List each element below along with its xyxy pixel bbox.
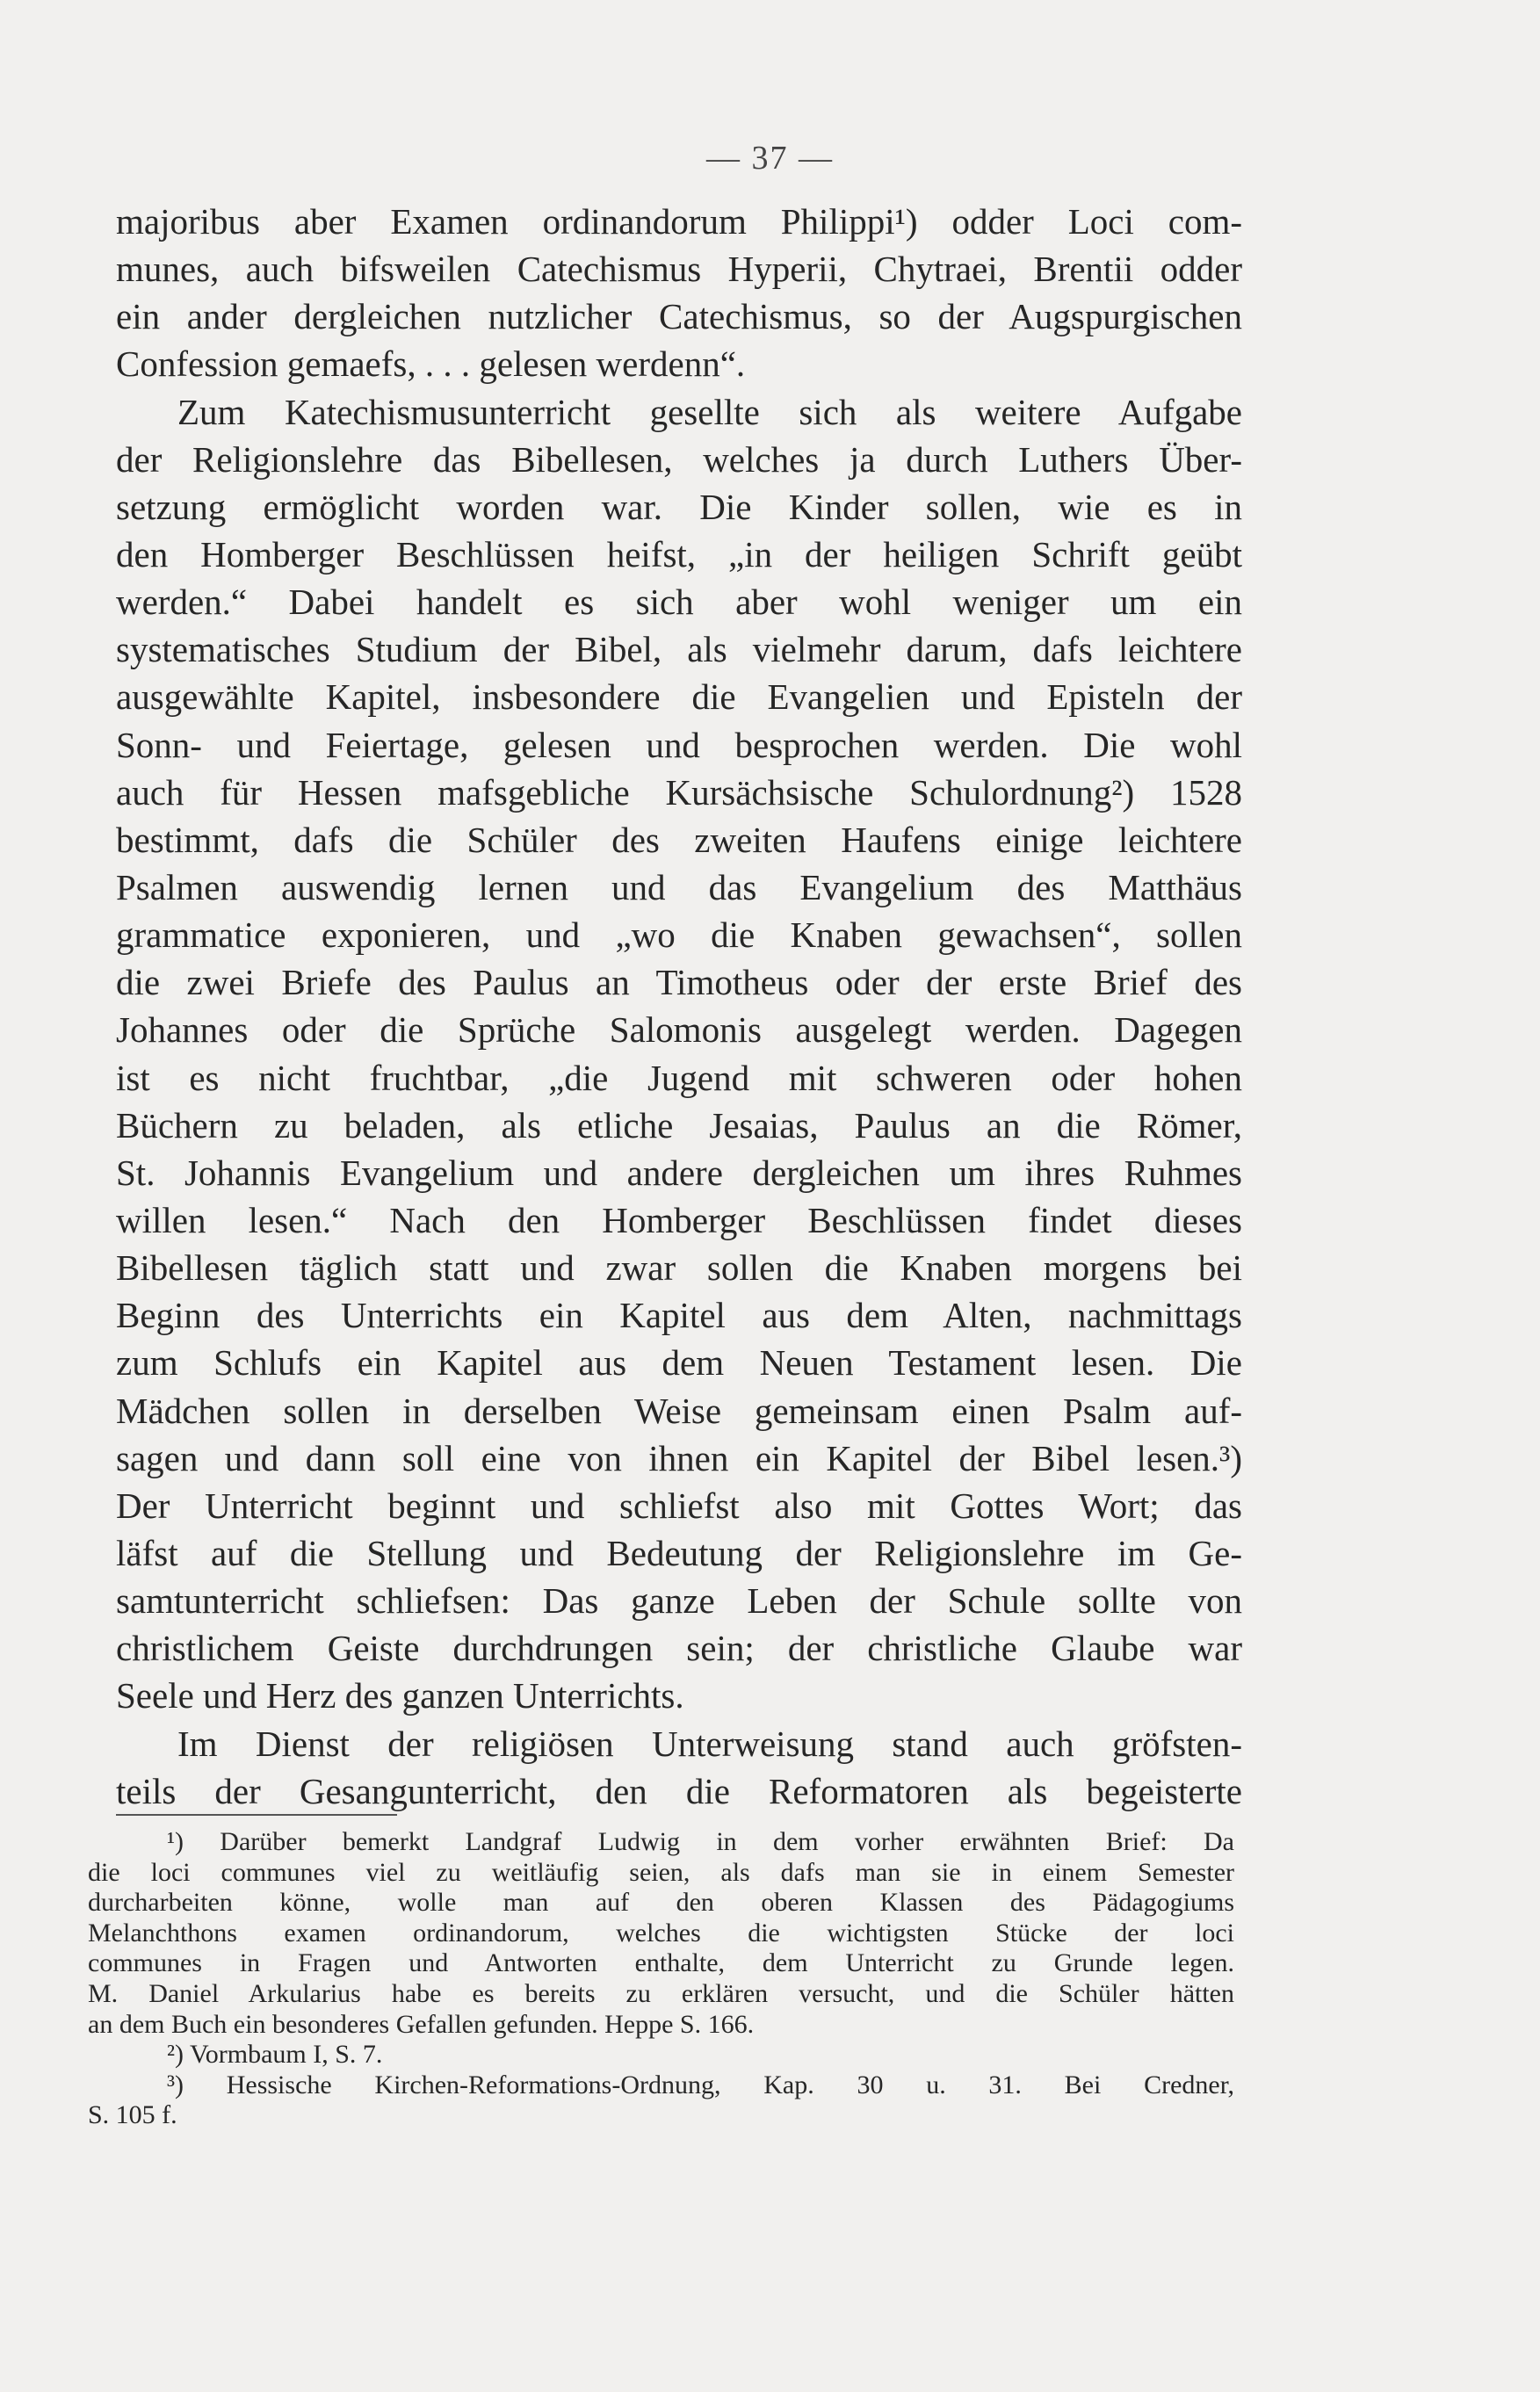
footnote-line: ¹) Darüber bemerkt Landgraf Ludwig in dem vorher erwähnten Brief: Da [167,1827,1234,1856]
text-line: majoribus aber Examen ordinandorum Philippi¹) odder Loci com- [116,201,1242,242]
text-line: grammatice exponieren, und „wo die Knaben gewachsen“, sollen [116,914,1242,956]
footnote-line: communes in Fragen und Antworten enthalte, dem Unterricht zu Grunde legen. [88,1948,1234,1978]
text-line: munes, auch bifsweilen Catechismus Hyperii, Chytraei, Brentii odder [116,249,1242,290]
footnotes [88,1827,1234,2131]
footnote-line: Melanchthons examen ordinandorum, welches die wichtigsten Stücke der loci [88,1918,1234,1948]
text-line: christlichem Geiste durchdrungen sein; der christliche Glaube war [116,1628,1242,1669]
text-line: Confession gemaefs, . . . gelesen werdenn“. [116,343,746,385]
text-line: Im Dienst der religiösen Unterweisung stand auch gröfsten- [177,1723,1242,1764]
text-line: bestimmt, dafs die Schüler des zweiten Haufens einige leichtere [116,819,1242,860]
footnote-divider [116,1814,397,1816]
text-line: samtunterricht schliefsen: Das ganze Leben der Schule sollte von [116,1580,1242,1622]
text-line: St. Johannis Evangelium und andere dergleichen um ihres Ruhmes [116,1152,1242,1193]
text-line: Sonn- und Feiertage, gelesen und besprochen werden. Die wohl [116,724,1242,765]
text-line: Bibellesen täglich statt und zwar sollen die Knaben morgens bei [116,1247,1242,1289]
text-line: ein ander dergleichen nutzlicher Catechismus, so der Augspurgischen [116,296,1242,337]
text-line: auch für Hessen mafsgebliche Kursächsische Schulordnung²) 1528 [116,771,1242,813]
text-line: willen lesen.“ Nach den Homberger Beschlüssen findet dieses [116,1199,1242,1240]
text-line: Büchern zu beladen, als etliche Jesaias, Paulus an die Römer, [116,1104,1242,1145]
text-line: der Religionslehre das Bibellesen, welches ja durch Luthers Über- [116,438,1242,480]
footnote-line: S. 105 f. [88,2100,177,2130]
footnote-line: ²) Vormbaum I, S. 7. [167,2040,383,2070]
text-line: ausgewählte Kapitel, insbesondere die Evangelien und Episteln der [116,676,1242,718]
footnote-line: die loci communes viel zu weitläufig seien, als dafs man sie in einem Semester [88,1857,1234,1887]
text-line: den Homberger Beschlüssen heifst, „in der heiligen Schrift geübt [116,533,1242,575]
text-line: setzung ermöglicht worden war. Die Kinder sollen, wie es in [116,486,1242,527]
text-line: zum Schlufs ein Kapitel aus dem Neuen Testament lesen. Die [116,1342,1242,1384]
page-number: — 37 — [706,140,834,177]
text-line: Seele und Herz des ganzen Unterrichts. [116,1675,684,1716]
text-line: läfst auf die Stellung und Bedeutung der Religionslehre im Ge- [116,1532,1242,1573]
footnote-line: ³) Hessische Kirchen-Reformations-Ordnung, Kap. 30 u. 31. Bei Credner, [167,2070,1234,2099]
text-line: ist es nicht fruchtbar, „die Jugend mit schweren oder hohen [116,1057,1242,1098]
footnote-line: durcharbeiten könne, wolle man auf den oberen Klassen des Pädagogiums [88,1888,1234,1918]
text-line: systematisches Studium der Bibel, als vielmehr darum, dafs leichtere [116,629,1242,670]
text-line: Beginn des Unterrichts ein Kapitel aus dem Alten, nachmittags [116,1295,1242,1336]
text-line: Mädchen sollen in derselben Weise gemeinsam einen Psalm auf- [116,1390,1242,1431]
text-line: Psalmen auswendig lernen und das Evangelium des Matthäus [116,866,1242,907]
text-line: teils der Gesangunterricht, den die Reformatoren als begeisterte [116,1770,1242,1811]
text-line: werden.“ Dabei handelt es sich aber wohl weniger um ein [116,582,1242,623]
text-line: Der Unterricht beginnt und schliefst also mit Gottes Wort; das [116,1485,1242,1526]
text-line: Johannes oder die Sprüche Salomonis ausgelegt werden. Dagegen [116,1009,1242,1051]
footnote-line: an dem Buch ein besonderes Gefallen gefunden. Heppe S. 166. [88,2009,755,2039]
text-line: die zwei Briefe des Paulus an Timotheus oder der erste Brief des [116,962,1242,1003]
body-text [116,198,1242,1815]
text-line: sagen und dann soll eine von ihnen ein Kapitel der Bibel lesen.³) [116,1437,1242,1478]
text-line: Zum Katechismusunterricht gesellte sich als weitere Aufgabe [177,391,1242,432]
footnote-line: M. Daniel Arkularius habe es bereits zu erklären versucht, und die Schüler hätten [88,1978,1234,2008]
